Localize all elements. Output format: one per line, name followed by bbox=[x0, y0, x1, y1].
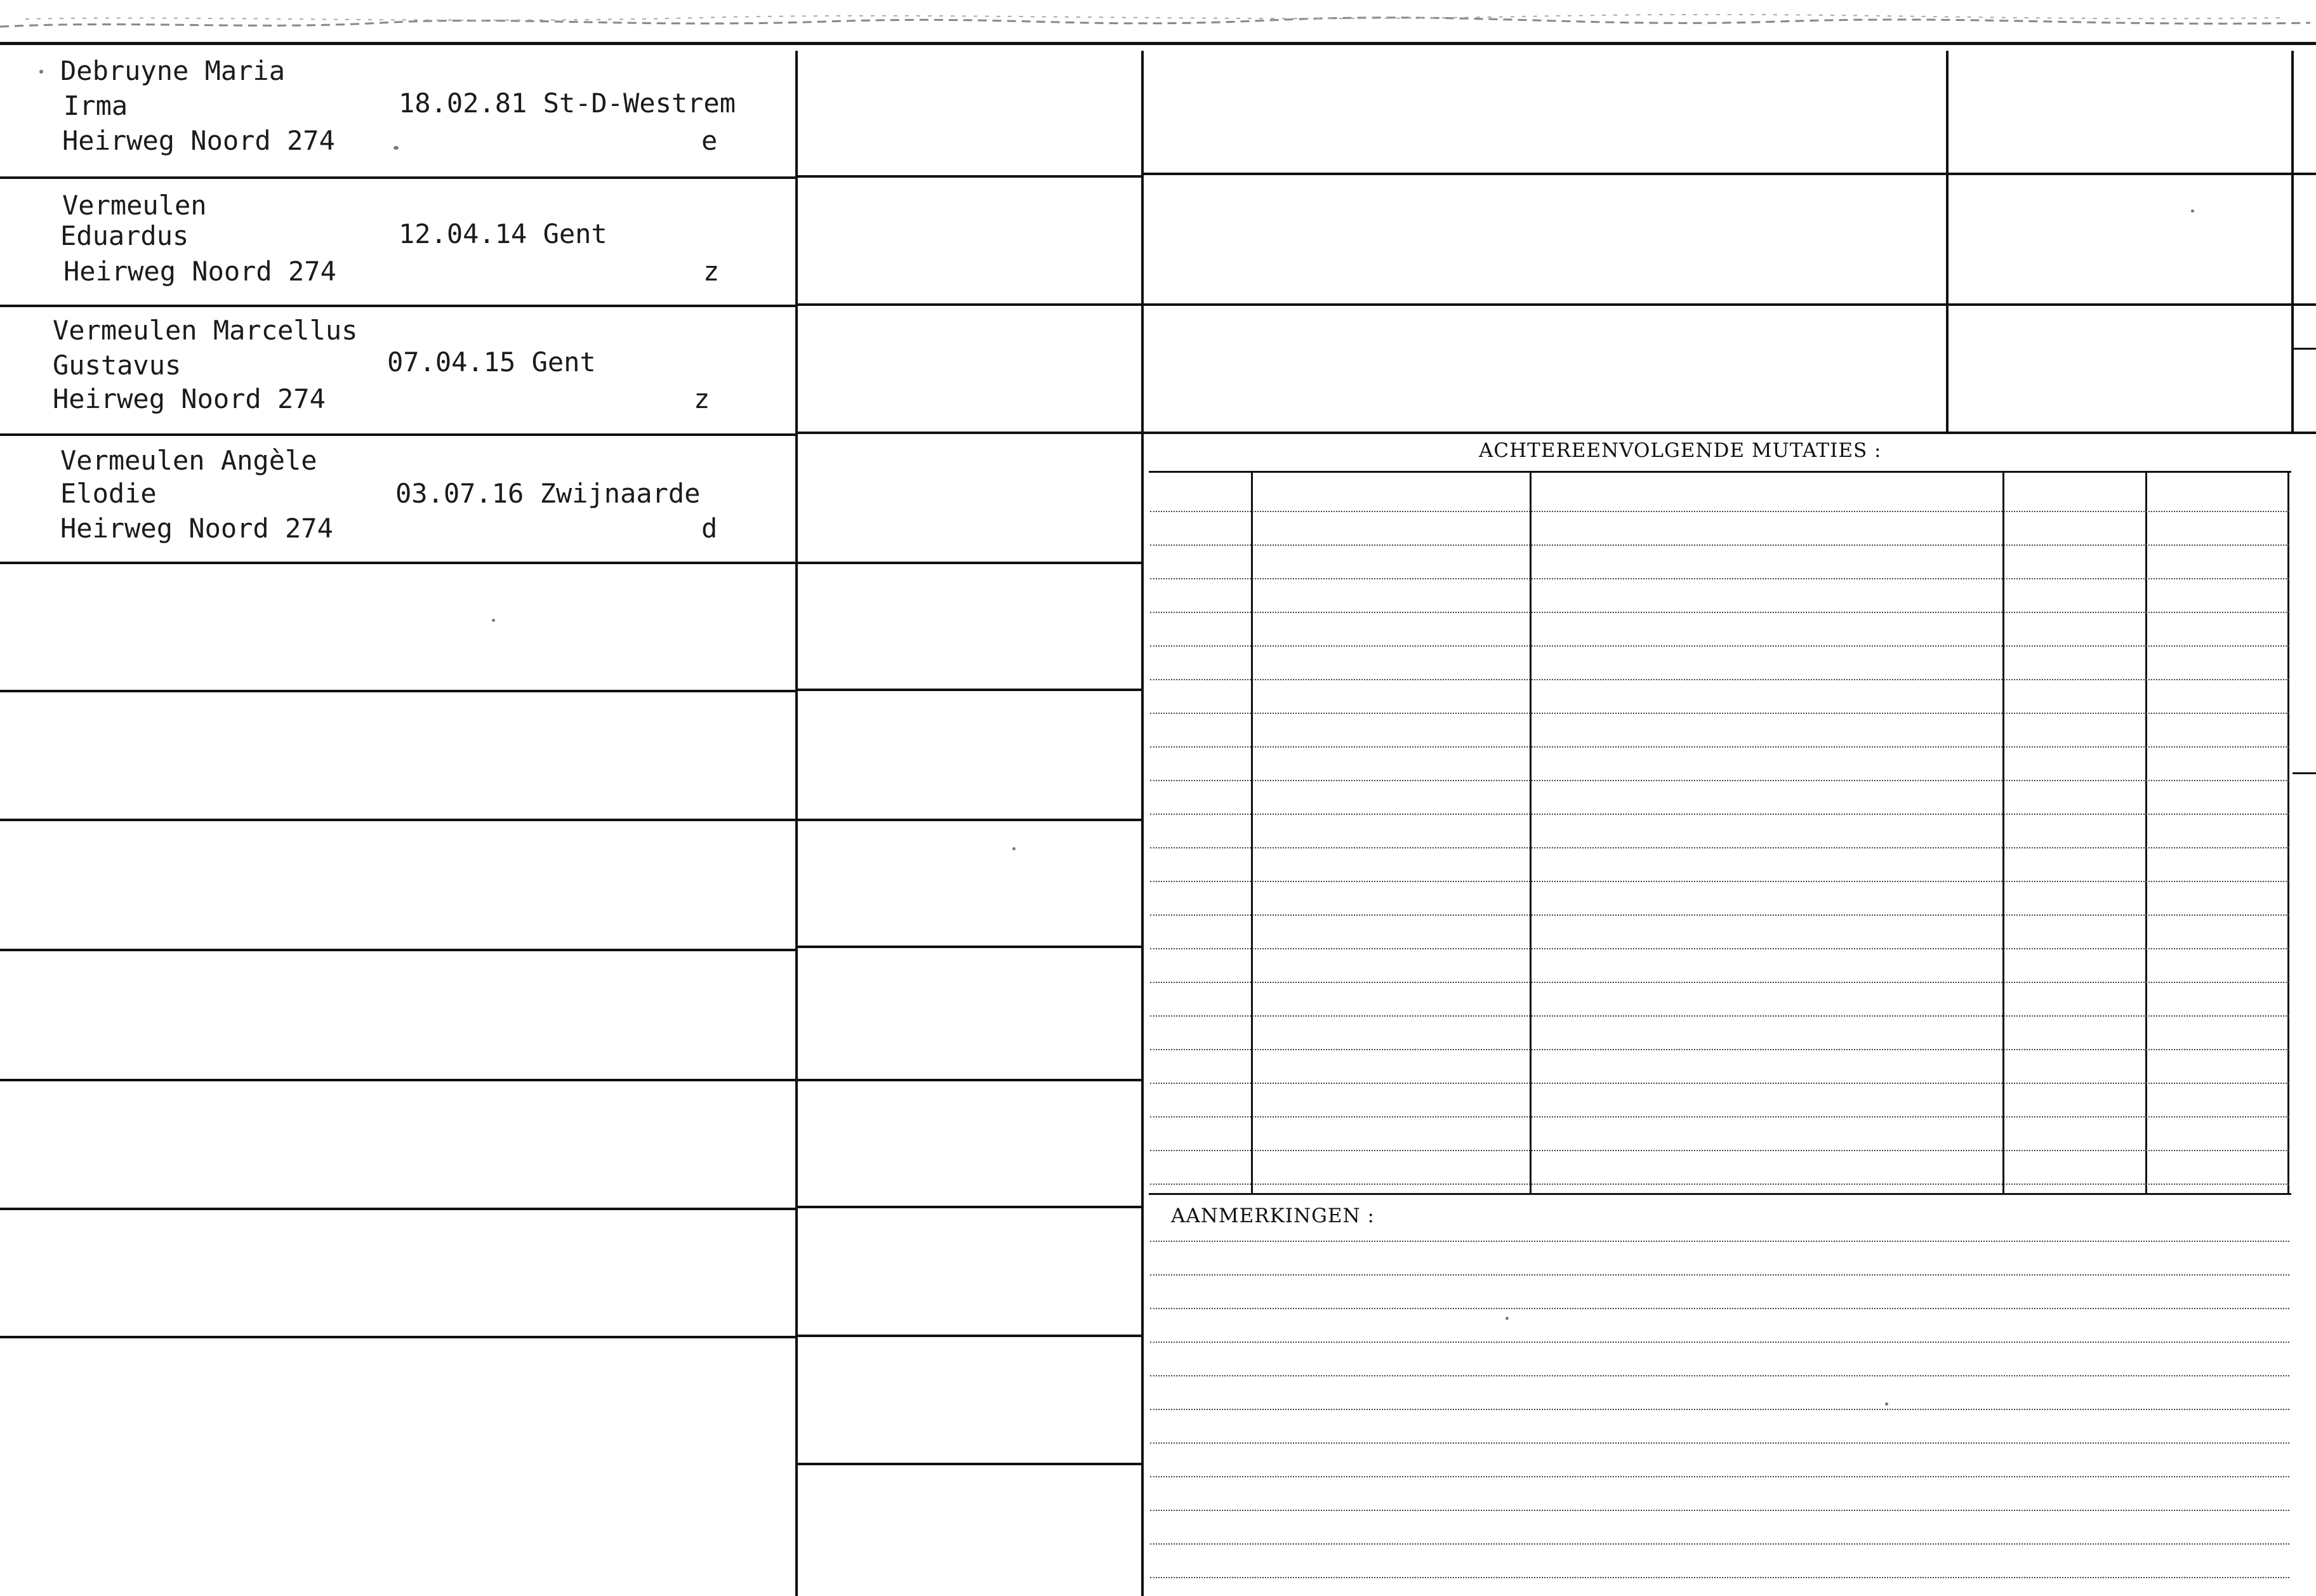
row-separator bbox=[798, 689, 1141, 691]
mutaties-ruled-line bbox=[1150, 914, 2289, 916]
row-separator bbox=[798, 946, 1141, 948]
row-separator bbox=[798, 1335, 1141, 1337]
mutaties-ruled-line bbox=[1150, 881, 2289, 882]
mutaties-top-line bbox=[1149, 471, 2291, 473]
aanmerkingen-header: AANMERKINGEN : bbox=[1171, 1204, 1375, 1227]
record-2-code: z bbox=[703, 256, 720, 287]
mutaties-ruled-line bbox=[1150, 1150, 2289, 1151]
record-2-address: Heirweg Noord 274 bbox=[63, 256, 336, 287]
aanmerkingen-ruled-line bbox=[1150, 1375, 2289, 1376]
record-4-birth: 03.07.16 Zwijnaarde bbox=[395, 478, 701, 509]
margin-tick bbox=[2293, 348, 2316, 350]
mutaties-col-divider bbox=[2145, 473, 2147, 1193]
aanmerkingen-ruled-line bbox=[1150, 1308, 2289, 1309]
mutaties-ruled-line bbox=[1150, 511, 2289, 512]
record-2-birth: 12.04.14 Gent bbox=[399, 218, 607, 249]
mutaties-ruled-line bbox=[1150, 578, 2289, 579]
mutaties-header: ACHTEREENVOLGENDE MUTATIES : bbox=[1479, 439, 1882, 462]
aanmerkingen-ruled-line bbox=[1150, 1274, 2289, 1276]
mutaties-ruled-line bbox=[1150, 847, 2289, 848]
record-4-code: d bbox=[701, 513, 718, 544]
row-separator bbox=[0, 176, 795, 179]
row-separator bbox=[1144, 173, 2316, 175]
row-separator bbox=[798, 1463, 1141, 1465]
mutaties-ruled-line bbox=[1150, 1184, 2289, 1185]
record-1-given-names: Irma bbox=[63, 90, 128, 121]
row-separator bbox=[0, 305, 795, 307]
record-1-address: Heirweg Noord 274 bbox=[62, 125, 335, 156]
record-1-name: Debruyne Maria bbox=[60, 55, 286, 86]
aanmerkingen-ruled-line bbox=[1150, 1409, 2289, 1410]
row-separator bbox=[0, 1208, 795, 1210]
scan-speck bbox=[2191, 209, 2194, 213]
row-separator bbox=[0, 1079, 795, 1081]
scan-speck bbox=[394, 146, 399, 150]
record-3-name: Vermeulen Marcellus bbox=[53, 315, 358, 346]
row-separator bbox=[0, 690, 795, 692]
record-3-address: Heirweg Noord 274 bbox=[53, 383, 326, 414]
mutaties-ruled-line bbox=[1150, 1015, 2289, 1017]
row-separator bbox=[798, 1079, 1141, 1081]
record-1-birth: 18.02.81 St-D-Westrem bbox=[399, 88, 736, 119]
scan-speck bbox=[1012, 847, 1016, 850]
aanmerkingen-ruled-line bbox=[1150, 1442, 2289, 1444]
row-separator bbox=[798, 432, 1141, 434]
mutaties-ruled-line bbox=[1150, 612, 2289, 613]
row-separator bbox=[0, 949, 795, 951]
record-1-code: e bbox=[701, 125, 718, 156]
scan-speck bbox=[1505, 1317, 1509, 1320]
mutaties-ruled-line bbox=[1150, 645, 2289, 647]
record-3-code: z bbox=[694, 383, 710, 414]
row-separator bbox=[0, 1336, 795, 1338]
row-separator bbox=[0, 819, 795, 821]
aanmerkingen-ruled-line bbox=[1150, 1577, 2289, 1578]
row-separator bbox=[1144, 303, 2316, 306]
mutaties-col-divider bbox=[2287, 473, 2289, 1193]
mutaties-ruled-line bbox=[1150, 1083, 2289, 1084]
mutaties-ruled-line bbox=[1150, 746, 2289, 748]
mutaties-col-divider bbox=[1530, 473, 1532, 1193]
record-3-given-names: Gustavus bbox=[53, 350, 182, 381]
column-divider-2 bbox=[1141, 51, 1144, 1596]
row-separator bbox=[0, 562, 795, 564]
record-4-address: Heirweg Noord 274 bbox=[60, 513, 333, 544]
mutaties-ruled-line bbox=[1150, 713, 2289, 714]
record-4-name: Vermeulen Angèle bbox=[60, 445, 317, 476]
row-separator bbox=[798, 819, 1141, 821]
row-separator bbox=[0, 433, 795, 436]
mutaties-ruled-line bbox=[1150, 1116, 2289, 1118]
scan-speck bbox=[39, 70, 43, 74]
column-divider-3 bbox=[1946, 51, 1949, 432]
mutaties-ruled-line bbox=[1150, 544, 2289, 546]
mutaties-ruled-line bbox=[1150, 814, 2289, 815]
aanmerkingen-ruled-line bbox=[1150, 1241, 2289, 1242]
mutaties-ruled-line bbox=[1150, 1049, 2289, 1050]
top-edge-scan-noise bbox=[0, 14, 2316, 33]
row-separator bbox=[798, 303, 1141, 306]
row-separator bbox=[798, 562, 1141, 564]
record-2-given-names: Eduardus bbox=[60, 220, 189, 251]
mutaties-bottom-line bbox=[1149, 1193, 2291, 1195]
record-4-given-names: Elodie bbox=[60, 478, 157, 509]
right-edge-line bbox=[2291, 51, 2294, 432]
row-separator bbox=[798, 1206, 1141, 1208]
aanmerkingen-ruled-line bbox=[1150, 1476, 2289, 1477]
row-separator bbox=[798, 175, 1141, 178]
scan-speck bbox=[492, 619, 495, 622]
mutaties-col-divider bbox=[1251, 473, 1253, 1193]
record-2-name: Vermeulen bbox=[62, 190, 207, 221]
mutaties-ruled-line bbox=[1150, 982, 2289, 983]
mutaties-ruled-line bbox=[1150, 780, 2289, 781]
top-border-line bbox=[0, 42, 2316, 45]
mutaties-ruled-line bbox=[1150, 679, 2289, 680]
aanmerkingen-ruled-line bbox=[1150, 1543, 2289, 1545]
scan-speck bbox=[1885, 1402, 1888, 1406]
record-3-birth: 07.04.15 Gent bbox=[387, 346, 596, 378]
mutaties-col-divider bbox=[2002, 473, 2004, 1193]
aanmerkingen-ruled-line bbox=[1150, 1510, 2289, 1511]
column-divider-1 bbox=[795, 51, 798, 1596]
row-separator bbox=[1144, 432, 2316, 434]
mutaties-ruled-line bbox=[1150, 948, 2289, 949]
margin-tick bbox=[2293, 772, 2316, 774]
aanmerkingen-ruled-line bbox=[1150, 1342, 2289, 1343]
